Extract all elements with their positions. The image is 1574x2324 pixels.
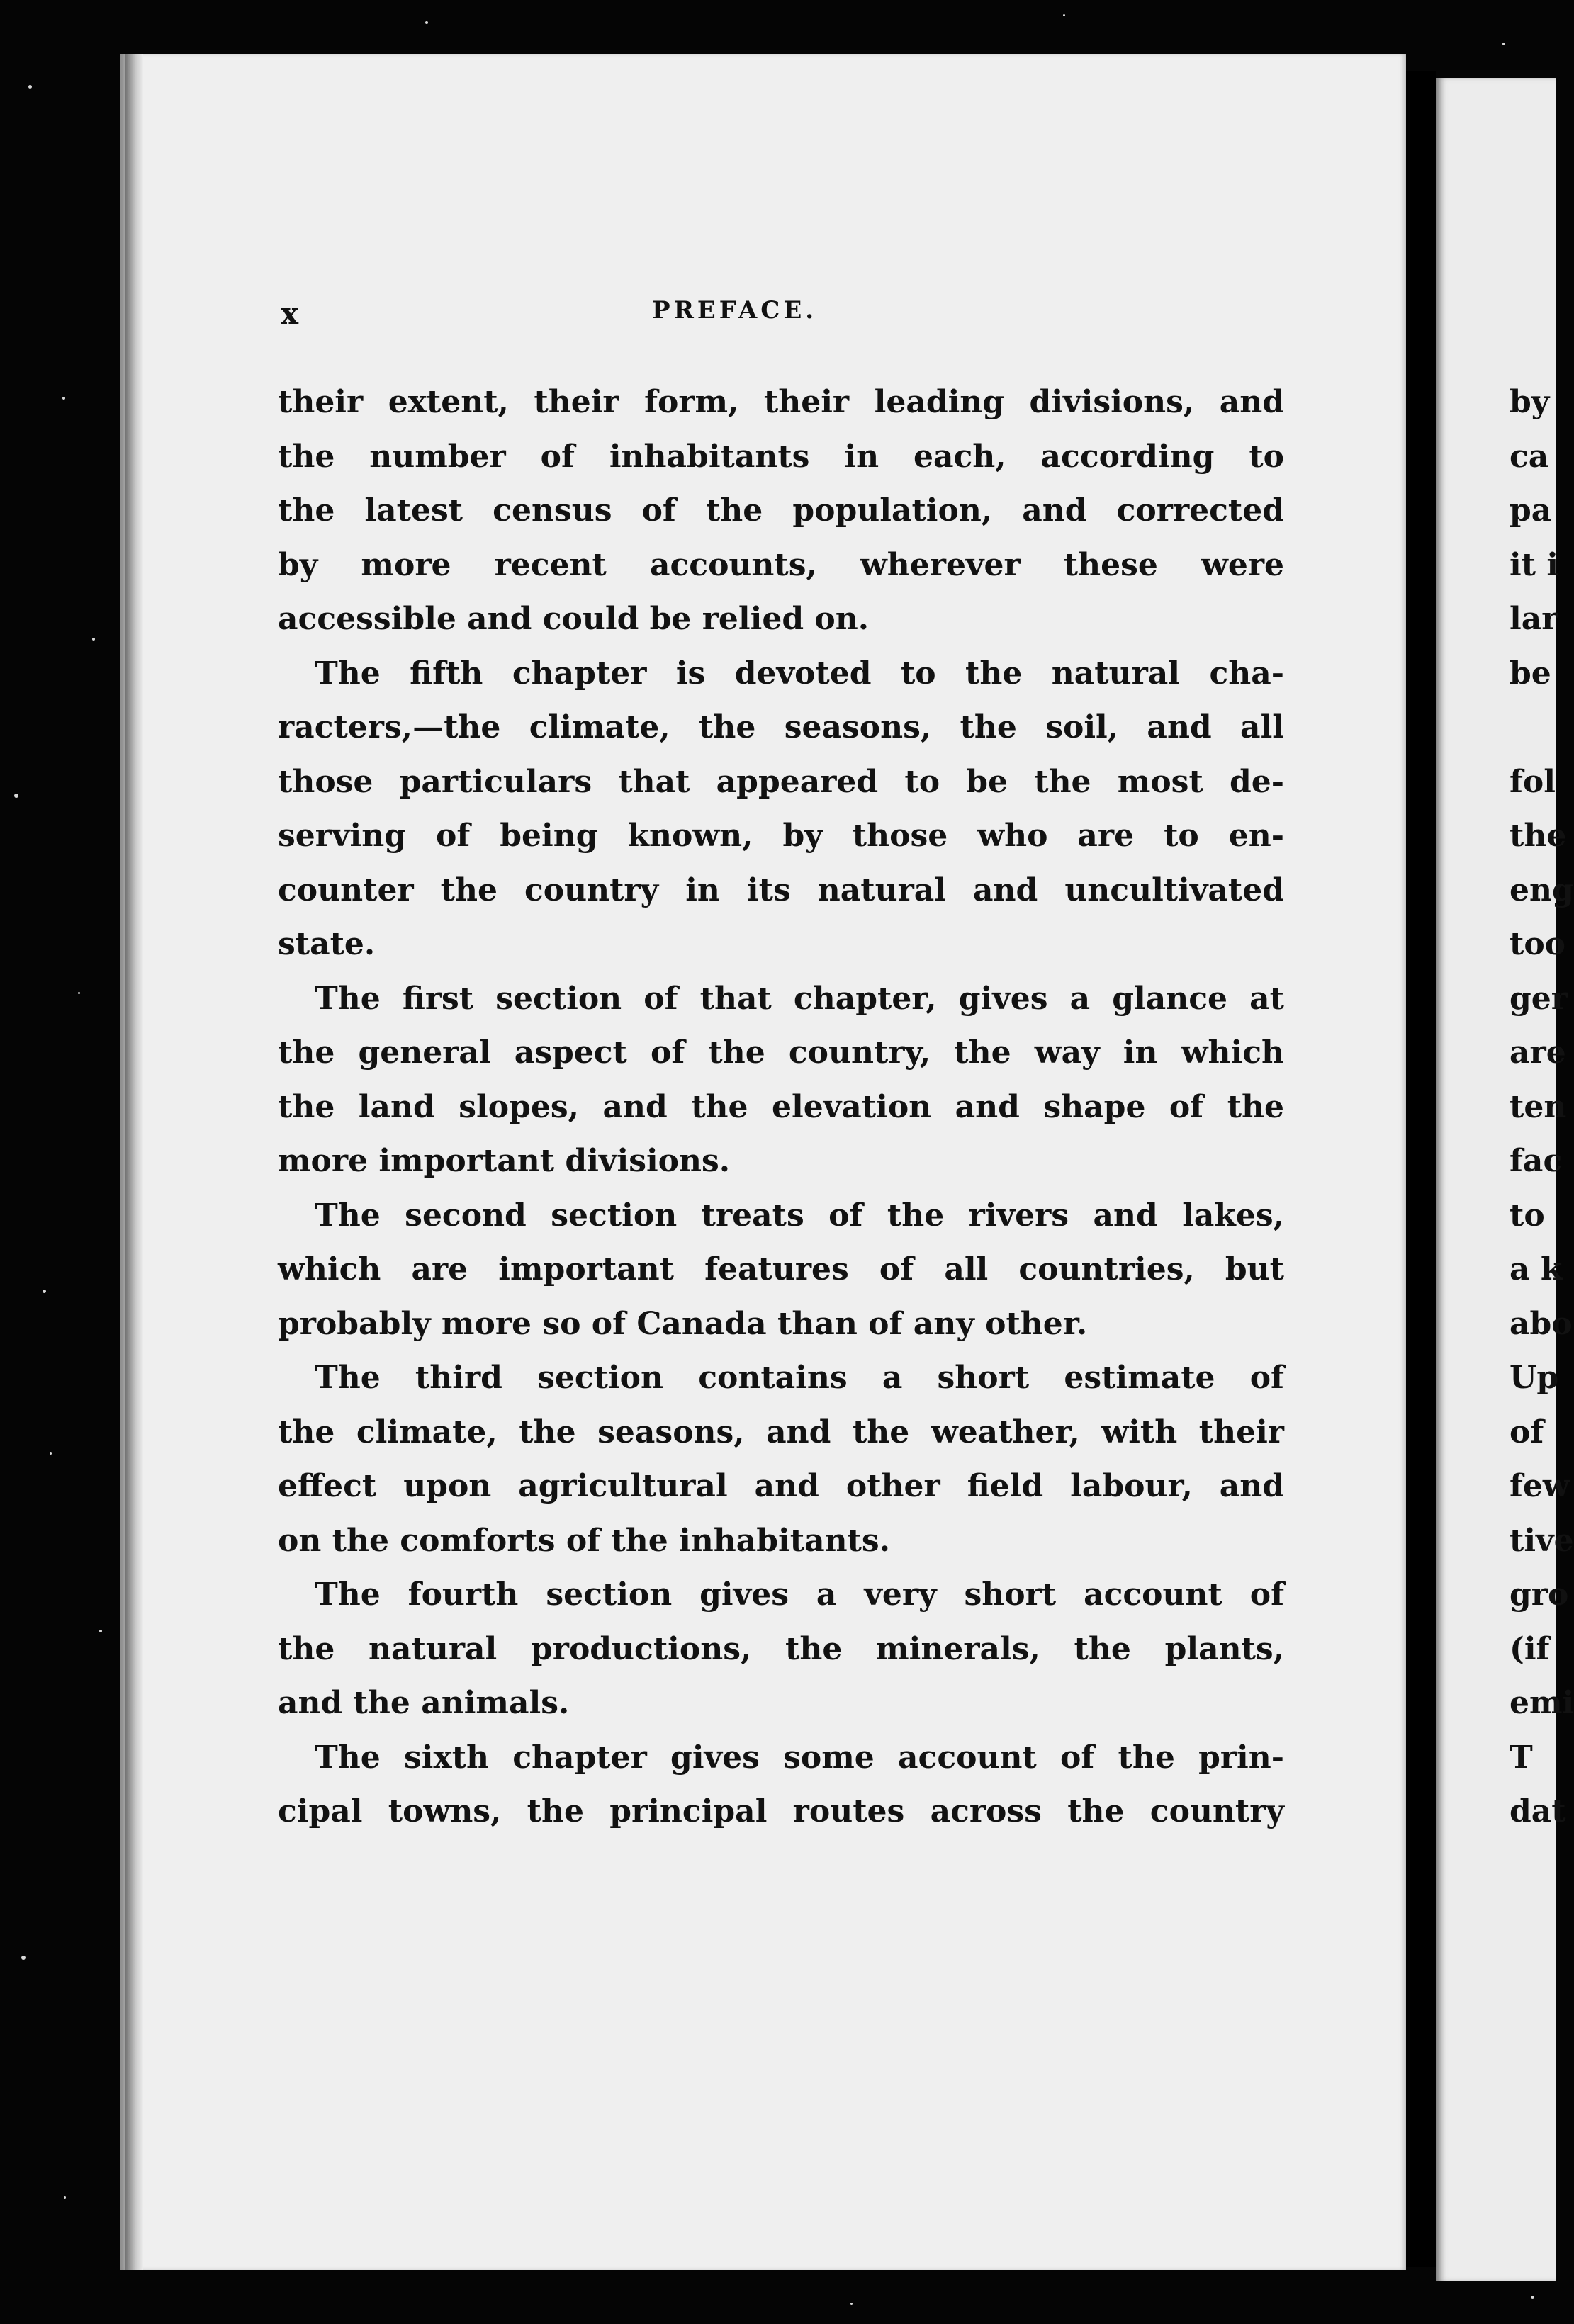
dust-speck — [1063, 14, 1065, 16]
right-page-text-fragments — [1510, 376, 1574, 1839]
right-page-fragment: gro — [1510, 1576, 1569, 1613]
right-page-fragment: abo — [1510, 1305, 1573, 1342]
dust-speck — [64, 2196, 66, 2199]
dust-speck — [99, 1630, 102, 1632]
dust-speck — [425, 21, 428, 24]
right-page-fragment: a k — [1510, 1251, 1563, 1287]
right-page-fragment: by — [1510, 384, 1550, 420]
book-gutter — [1406, 71, 1436, 2267]
text-line: by more recent accounts, wherever these were — [278, 546, 1284, 583]
text-line: accessible and could be relied on. — [278, 601, 870, 637]
right-page-fragment: ten — [1510, 1088, 1567, 1125]
text-line: The third section contains a short estimate of — [315, 1360, 1284, 1396]
dust-speck — [62, 397, 65, 400]
dust-speck — [1531, 2296, 1534, 2299]
right-page-fragment: (if — [1510, 1630, 1550, 1667]
body-text — [278, 376, 1284, 1839]
text-line: which are important features of all countries, but — [278, 1251, 1284, 1287]
paragraph-1 — [278, 376, 1284, 647]
page-header — [0, 296, 1556, 339]
right-page-fragment: Up — [1510, 1360, 1559, 1396]
text-line: The first section of that chapter, gives a glance at — [315, 980, 1284, 1017]
right-page-fragment: fol — [1510, 763, 1556, 800]
right-page-fragment: dat — [1510, 1793, 1566, 1829]
text-line: The second section treats of the rivers and lakes, — [315, 1197, 1284, 1234]
paragraph-5 — [278, 1351, 1284, 1568]
right-page-fragment: to — [1510, 1197, 1545, 1234]
text-line: effect upon agricultural and other field labour, and — [278, 1468, 1284, 1504]
text-line: more important divisions. — [278, 1143, 731, 1179]
text-line: and the animals. — [278, 1685, 570, 1721]
right-page-fragment: tive — [1510, 1522, 1574, 1559]
paragraph-2 — [278, 647, 1284, 972]
dust-speck — [28, 85, 32, 89]
right-page-fragment: fac — [1510, 1143, 1563, 1179]
text-line: the climate, the seasons, and the weather, with their — [278, 1414, 1284, 1450]
right-page-fragment: T — [1510, 1739, 1533, 1776]
text-line: the natural productions, the minerals, the plants, — [278, 1630, 1284, 1667]
right-page-fragment: few — [1510, 1468, 1570, 1504]
text-line: the latest census of the population, and corrected — [278, 492, 1284, 529]
right-page-fragment: are — [1510, 1034, 1566, 1071]
right-page-fragment — [1510, 701, 1559, 755]
right-page-fragment: ger — [1510, 980, 1568, 1017]
dust-speck — [50, 1452, 52, 1455]
dust-speck — [92, 638, 95, 641]
right-page-fragment: eng — [1510, 872, 1574, 908]
text-line: The sixth chapter gives some account of the prin- — [315, 1739, 1284, 1776]
paragraph-7 — [278, 1731, 1284, 1839]
text-line: on the comforts of the inhabitants. — [278, 1522, 890, 1559]
paragraph-3 — [278, 972, 1284, 1189]
dust-speck — [14, 794, 18, 798]
dust-speck — [850, 2303, 853, 2305]
text-line: their extent, their form, their leading divisions, and — [278, 384, 1284, 420]
text-line: the general aspect of the country, the way in which — [278, 1034, 1284, 1071]
text-line: cipal towns, the principal routes across the country — [278, 1793, 1284, 1829]
right-page-fragment: it i — [1510, 546, 1559, 583]
text-line: serving of being known, by those who are to en- — [278, 818, 1284, 854]
text-line: counter the country in its natural and uncultivated — [278, 872, 1284, 908]
dust-speck — [1502, 43, 1505, 45]
right-page-fragment: too — [1510, 926, 1566, 962]
text-line: those particulars that appeared to be the most de- — [278, 763, 1284, 800]
text-line: the number of inhabitants in each, according to — [278, 438, 1284, 475]
right-page-fragment: be — [1510, 655, 1551, 692]
right-page-fragment: lar — [1510, 601, 1558, 637]
text-line: The fourth section gives a very short account of — [315, 1576, 1284, 1613]
dust-speck — [21, 1956, 26, 1960]
text-line: state. — [278, 926, 376, 962]
dust-speck — [78, 992, 80, 994]
running-head: PREFACE. — [652, 296, 818, 325]
text-line: the land slopes, and the elevation and shape of the — [278, 1088, 1284, 1125]
paragraph-4 — [278, 1189, 1284, 1352]
right-page-fragment: the — [1510, 818, 1567, 854]
right-page-fragment: ca — [1510, 438, 1549, 475]
text-line: racters,—the climate, the seasons, the soil, and all — [278, 709, 1284, 745]
right-page-fragment: of — [1510, 1414, 1544, 1450]
right-page-fragment: pa — [1510, 492, 1552, 529]
page-number: x — [281, 296, 300, 331]
text-line: The fifth chapter is devoted to the natural cha- — [315, 655, 1284, 692]
dust-speck — [43, 1290, 46, 1293]
text-line: probably more so of Canada than of any other. — [278, 1305, 1088, 1342]
right-page-fragment: emi — [1510, 1685, 1574, 1721]
paragraph-6 — [278, 1568, 1284, 1731]
